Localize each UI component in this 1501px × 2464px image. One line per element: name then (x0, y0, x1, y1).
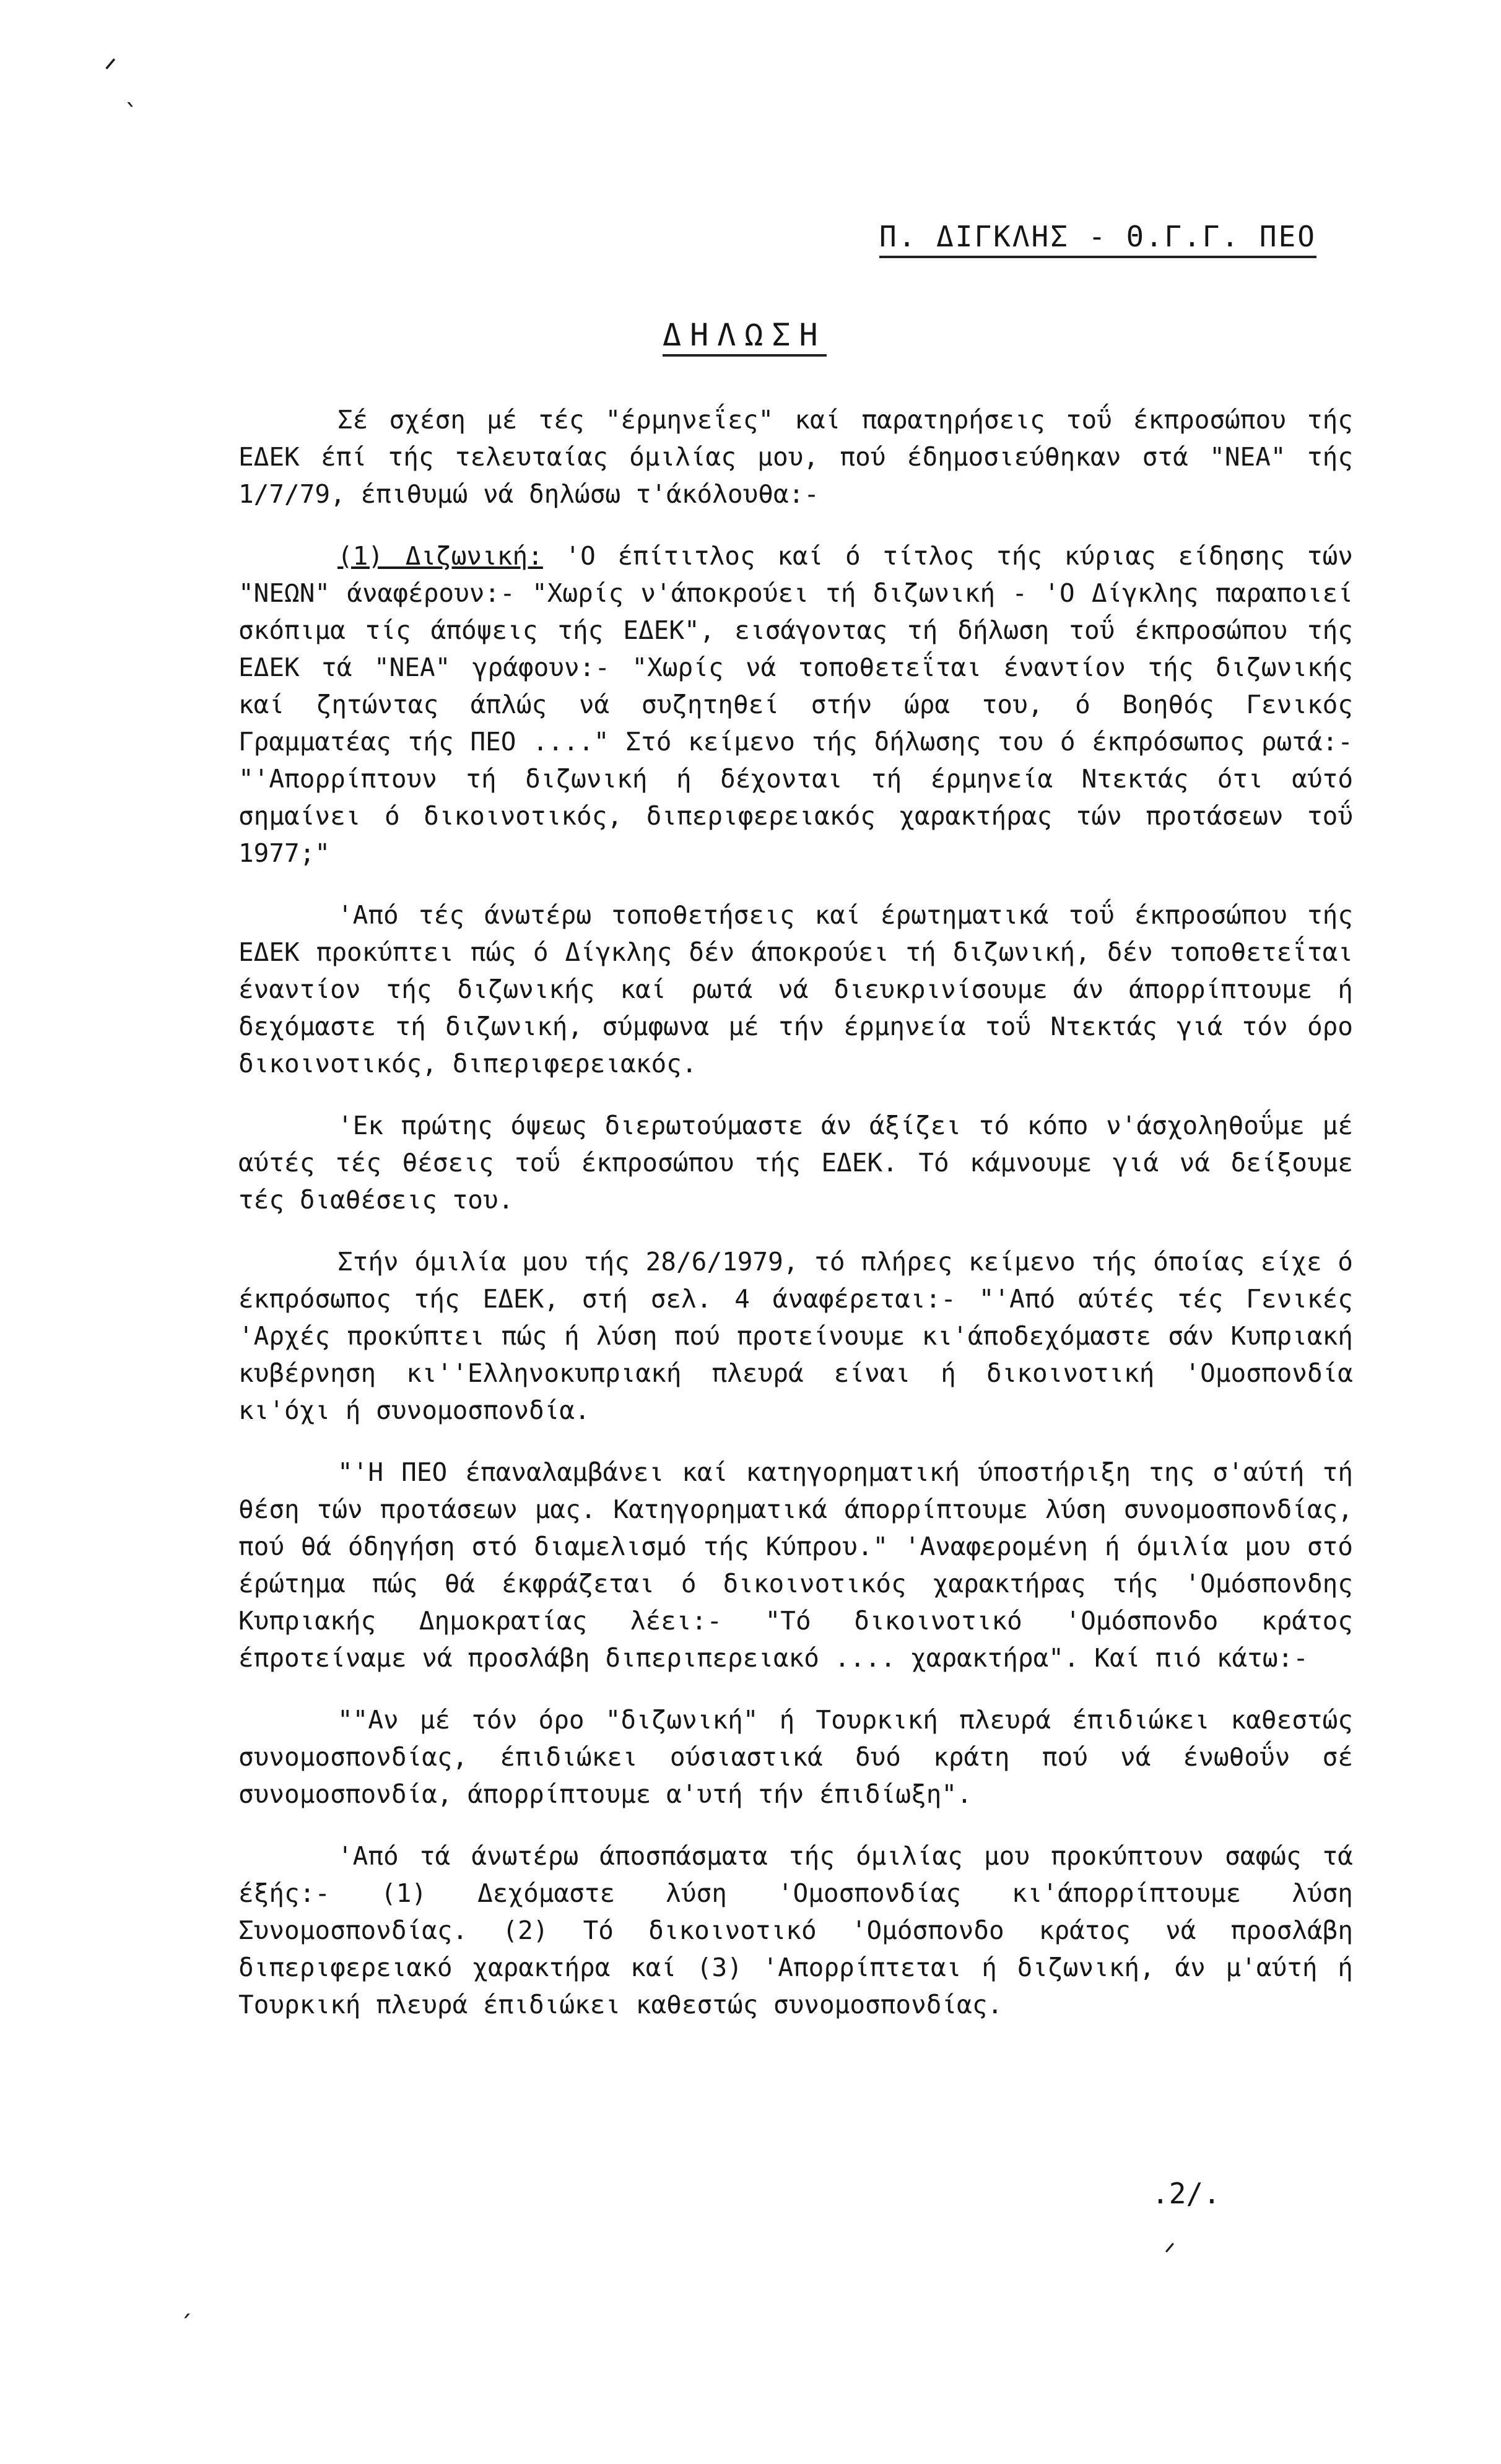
scan-speck: ˏ (180, 2289, 195, 2317)
paragraph-text: Σέ σχέση μέ τές "έρμηνεΐες" καί παρατηρήσεις τοΰ έκπροσώπου τής ΕΔΕΚ έπί τής τελευταίας όμιλίας μου, πού έδημοσιεύθηκαν στά "ΝΕΑ" τής 1/7/79, έπιθυμώ νά δηλώσω τ'άκόλουθα:- (238, 405, 1353, 509)
scan-speck: ᐟ (1164, 2237, 1176, 2269)
scan-speck: ˎ (123, 77, 138, 106)
paragraph (238, 1454, 1353, 1677)
paragraph (238, 537, 1353, 872)
paragraph-text: "'Η ΠΕΟ έπαναλαμβάνει καί κατηγορηματική ύποστήριξη της σ'αύτή τή θέση τών προτάσεων μας. Κατηγορηματικά άπορρίπτουμε λύση συνομοσπονδίας, πού θά όδηγήση στό διαμελισμό τής Κύπρου." 'Αναφερομένη ή όμιλία μου στό έρώτημα πώς θά έκφράζεται ό δικοινοτικός χαρακτήρας τής 'Ομόσπονδης Κυπριακής Δημοκρατίας λέει:- "Τό δικοινοτικό 'Ομόσπονδο κράτος έπροτείναμε νά προσλάβη διπεριπερειακό .... χαρακτήρα". Καί πιό κάτω:- (238, 1457, 1353, 1673)
section-label: (1) Διζωνική: (337, 541, 543, 571)
paragraph (238, 1243, 1353, 1429)
paragraph-text: 'Από τές άνωτέρω τοποθετήσεις καί έρωτηματικά τοΰ έκπροσώπου τής ΕΔΕΚ προκύπτει πώς ό Δίγκλης δέν άποκρούει τή διζωνική, δέν τοποθετεΐται έναντίον τής διζωνικής καί ρωτά νά διευκρινίσουμε άν άπορρίπτουμε ή δεχόμαστε τή διζωνική, σύμφωνα μέ τήν έρμηνεία τοΰ Ντεκτάς γιά τόν όρο δικοινοτικός, διπεριφερειακός. (238, 900, 1353, 1078)
document-title: ΔΗΛΩΣΗ (663, 317, 827, 357)
paragraph-text: 'Ο έπίτιτλος καί ό τίτλος τής κύριας είδησης τών "ΝΕΩΝ" άναφέρουν:- "Χωρίς ν'άποκρούει τή διζωνική - 'Ο Δίγκλης παραποιεί σκόπιμα τίς άπόψεις τής ΕΔΕΚ", εισάγοντας τή δήλωση τοΰ έκπροσώπου τής ΕΔΕΚ τά "ΝΕΑ" γράφουν:- "Χωρίς νά τοποθετεΐται έναντίον τής διζωνικής καί ζητώντας άπλώς νά συζητηθεί στήν ώρα του, ό Βοηθός Γενικός Γραμματέας τής ΠΕΟ ...." Στό κείμενο τής δήλωσης του ό έκπρόσωπος ρωτά:- "'Απορρίπτουν τή διζωνική ή δέχονται τή έρμηνεία Ντεκτάς ότι αύτό σημαίνει ό δικοινοτικός, διπεριφερειακός χαρακτήρας τών προτάσεων τοΰ 1977;" (238, 541, 1353, 868)
signature-header: Π. ΔΙΓΚΛΗΣ - Θ.Γ.Γ. ΠΕΟ (879, 220, 1316, 258)
scan-speck: ᐟ (104, 52, 118, 88)
paragraph-text: 'Από τά άνωτέρω άποσπάσματα τής όμιλίας μου προκύπτουν σαφώς τά έξής:- (1) Δεχόμαστε λύση 'Ομοσπονδίας κι'άπορρίπτουμε λύση Συνομοσπονδίας. (2) Τό δικοινοτικό 'Ομόσπονδο κράτος νά προσλάβη διπεριφερειακό χαρακτήρα καί (3) 'Απορρίπτεται ή διζωνική, άν μ'αύτή ή Τουρκική πλευρά έπιδιώκει καθεστώς συνομοσπονδίας. (238, 1841, 1353, 2019)
page-marker: .2/. (1152, 2177, 1220, 2210)
paragraph (238, 1107, 1353, 1218)
paragraph (238, 896, 1353, 1082)
paragraph-text: ""Αν μέ τόν όρο "διζωνική" ή Τουρκική πλευρά έπιδιώκει καθεστώς συνομοσπονδίας, έπιδιώκει ούσιαστικά δυό κράτη πού νά ένωθοΰν σέ συνομοσπονδία, άπορρίπτουμε α'υτή τήν έπιδίωξη". (238, 1705, 1353, 1809)
paragraph-text: 'Εκ πρώτης όψεως διερωτούμαστε άν άξίζει τό κόπο ν'άσχοληθοΰμε μέ αύτές τές θέσεις τοΰ έκπροσώπου τής ΕΔΕΚ. Τό κάμνουμε γιά νά δείξουμε τές διαθέσεις του. (238, 1111, 1353, 1215)
document-body (238, 401, 1353, 2048)
paragraph (238, 401, 1353, 513)
paragraph-text: Στήν όμιλία μου τής 28/6/1979, τό πλήρες κείμενο τής όποίας είχε ό έκπρόσωπος τής ΕΔΕΚ, στή σελ. 4 άναφέρεται:- "'Από αύτές τές Γενικές 'Αρχές προκύπτει πώς ή λύση πού προτείνουμε κι'άποδεχόμαστε σάν Κυπριακή κυβέρνηση κι''Ελληνοκυπριακή πλευρά είναι ή δικοινοτική 'Ομοσπονδία κι'όχι ή συνομοσπονδία. (238, 1247, 1353, 1425)
paragraph (238, 1837, 1353, 2023)
paragraph (238, 1701, 1353, 1813)
